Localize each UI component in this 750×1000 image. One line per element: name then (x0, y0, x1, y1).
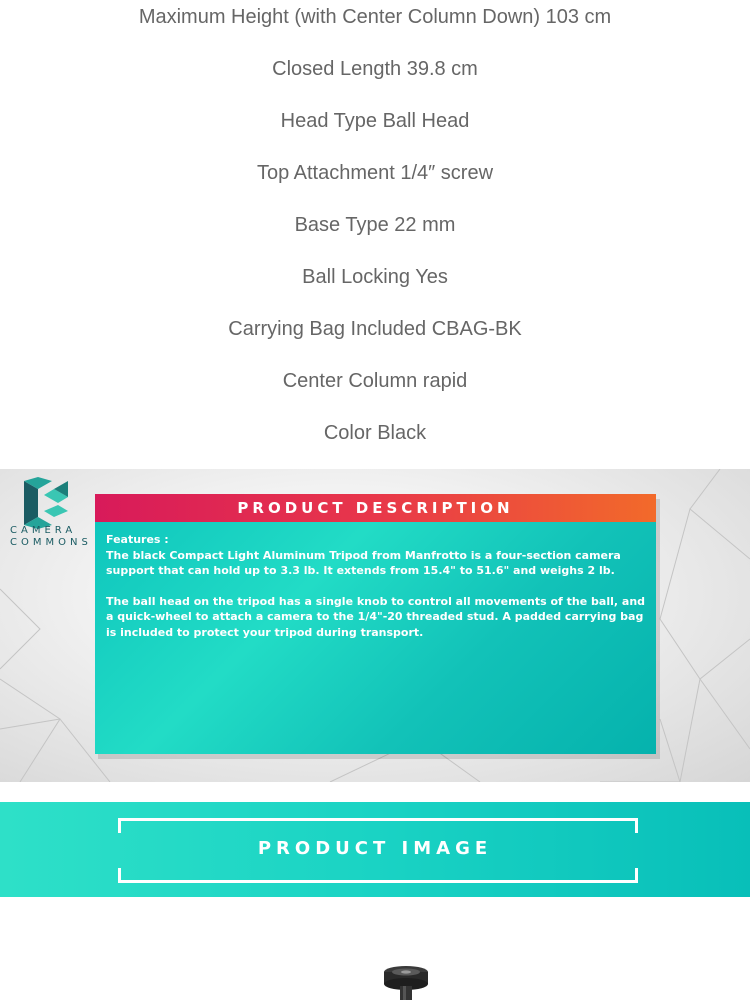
logo-text-camera: CAMERA (10, 525, 77, 536)
spec-max-height: Maximum Height (with Center Column Down) 103 cm (138, 6, 612, 28)
spec-top-attachment: Top Attachment 1/4″ screw (256, 162, 494, 184)
tripod-head-image (380, 966, 432, 1000)
description-paragraph-1: The black Compact Light Aluminum Tripod from Manfrotto is a four-section camera support that can hold up to 3.3 lb. It extends from 15.4" to 51.6" and weighs 2 lb. (106, 548, 621, 577)
spec-closed-length: Closed Length 39.8 cm (272, 58, 478, 80)
product-description-banner (0, 469, 750, 782)
description-header (95, 494, 656, 522)
spec-center-column: Center Column rapid (282, 370, 468, 392)
spec-head-type: Head Type Ball Head (280, 110, 470, 132)
spec-carrying-bag: Carrying Bag Included CBAG-BK (228, 318, 522, 340)
spec-color: Color Black (323, 422, 427, 444)
frame-bracket-top (118, 818, 638, 833)
logo-text-commons: COMMONS (10, 537, 92, 548)
product-image-banner (0, 802, 750, 897)
spec-base-type: Base Type 22 mm (294, 214, 456, 236)
frame-bracket-bottom (118, 868, 638, 883)
product-image-heading: PRODUCT IMAGE (257, 838, 493, 859)
description-text (106, 532, 646, 640)
spec-ball-locking: Ball Locking Yes (302, 266, 448, 288)
description-panel (95, 522, 656, 754)
description-paragraph-2: The ball head on the tripod has a single knob to control all movements of the ball, and a quick-wheel to attach a camera to the 1/4"-20 threaded stud. A padded carrying bag is included to protect your tripod during transport. (106, 594, 646, 639)
features-label: Features : (106, 533, 169, 546)
description-heading: PRODUCT DESCRIPTION (237, 499, 514, 517)
